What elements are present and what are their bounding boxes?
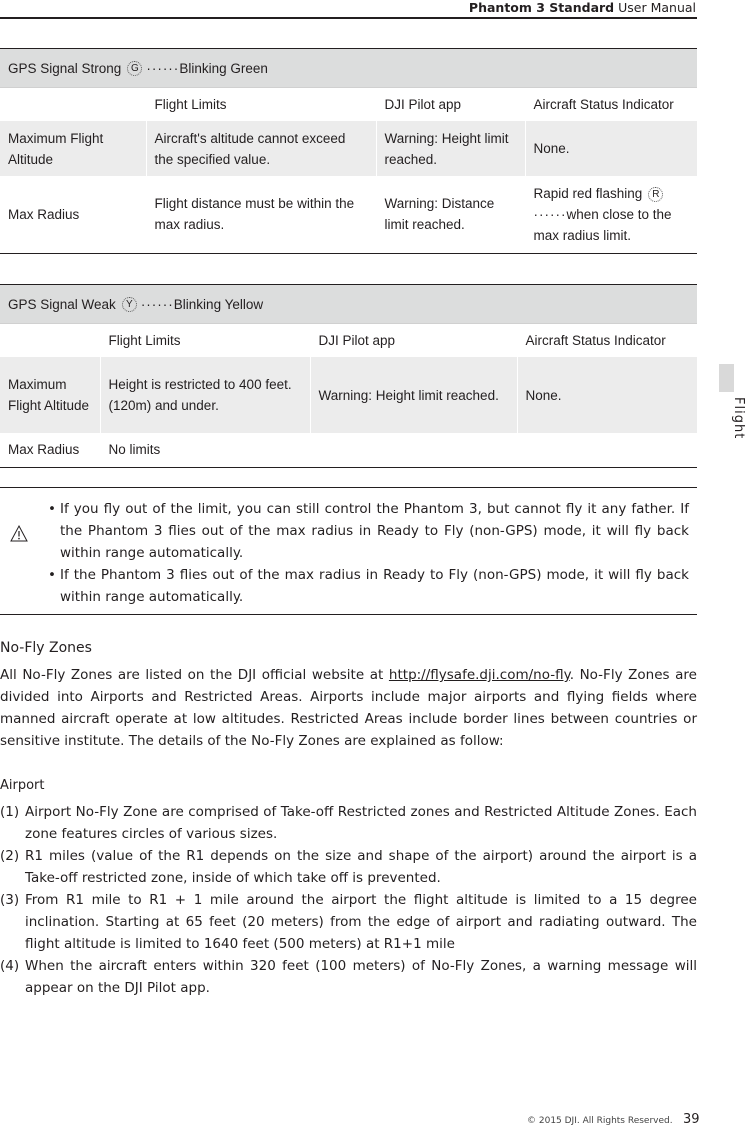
row-flight-limits: Aircraft's altitude cannot exceed the specified value. xyxy=(146,121,376,176)
copyright: © 2015 DJI. All Rights Reserved. xyxy=(527,1116,673,1126)
row-dji-pilot-app: Warning: Height limit reached. xyxy=(376,121,525,176)
item-text: R1 miles (value of the R1 depends on the size and shape of the airport) around the airport is a Take-off restricted zone, inside of which take off is prevented. xyxy=(25,848,697,886)
table-row xyxy=(0,357,697,433)
item-text: From R1 mile to R1 + 1 mile around the airport the flight altitude is limited to a 15 degree inclination. Starting at 65 feet (20 meters) from the edge of airport and radiating outward. The flight altitude is limited to 1640 feet (500 meters) at R1+1 mile xyxy=(25,892,697,952)
subsection-title: Airport xyxy=(0,778,45,793)
row-dji-pilot-app: Warning: Distance limit reached. xyxy=(376,176,525,253)
indicator-text: Rapid red flashing xyxy=(533,185,643,201)
row-status-indicator: None. xyxy=(517,357,697,433)
header-rule xyxy=(0,17,697,19)
item-text: When the aircraft enters within 320 feet (100 meters) of No-Fly Zones, a warning message will appear on the DJI Pilot app. xyxy=(25,958,697,996)
col-header-empty xyxy=(0,324,100,358)
gps-weak-title-text: GPS Signal Weak xyxy=(8,296,116,312)
paragraph-text: All No-Fly Zones are listed on the DJI official website at xyxy=(0,667,389,683)
gps-strong-table xyxy=(0,48,697,254)
gps-weak-title-suffix: Blinking Yellow xyxy=(173,296,264,312)
col-header-empty xyxy=(0,88,146,122)
header-brand: Phantom 3 Standard xyxy=(468,0,615,15)
row-label: Max Radius xyxy=(0,176,146,253)
row-status-indicator: None. xyxy=(525,121,697,176)
list-item xyxy=(0,889,697,955)
page-number: 39 xyxy=(683,1112,700,1127)
gps-strong-title-suffix: Blinking Green xyxy=(179,60,268,76)
table-row xyxy=(0,433,697,467)
gps-weak-column-headers xyxy=(0,324,697,358)
gps-strong-title-text: GPS Signal Strong xyxy=(8,60,122,76)
yellow-led-icon: Y xyxy=(122,297,137,312)
dotted-leader: ······ xyxy=(146,60,180,76)
row-status-indicator xyxy=(525,176,697,253)
chapter-tab-label: Flight xyxy=(731,397,746,440)
warning-triangle-icon xyxy=(10,525,28,542)
col-header-dji-pilot-app: DJI Pilot app xyxy=(310,324,517,358)
table-row xyxy=(0,176,697,253)
header-subtitle: User Manual xyxy=(618,0,696,15)
dotted-leader: ······ xyxy=(140,296,174,312)
gps-strong-column-headers xyxy=(0,88,697,122)
row-status-indicator xyxy=(517,433,697,467)
row-dji-pilot-app xyxy=(310,433,517,467)
warning-notice xyxy=(0,487,697,615)
warning-list xyxy=(46,498,689,608)
row-label: Maximum Flight Altitude xyxy=(0,357,100,433)
green-led-icon: G xyxy=(127,61,142,76)
gps-weak-title xyxy=(0,285,697,324)
list-item xyxy=(0,955,697,999)
dotted-leader: ······ xyxy=(533,206,567,222)
row-dji-pilot-app: Warning: Height limit reached. xyxy=(310,357,517,433)
col-header-status-indicator: Aircraft Status Indicator xyxy=(517,324,697,358)
warning-item: • If you fly out of the limit, you can still control the Phantom 3, but cannot fly it any father. If the Phantom 3 flies out of the max radius in Ready to Fly (non-GPS) mode, it will fly back within range automatically. xyxy=(46,498,689,564)
gps-weak-table xyxy=(0,284,697,468)
flysafe-link[interactable]: http://flysafe.dji.com/no-fly xyxy=(388,667,570,683)
indicator-suffix-text: when close to the max radius limit. xyxy=(533,206,672,243)
running-header xyxy=(469,0,696,15)
chapter-tab-marker xyxy=(719,364,734,392)
list-item xyxy=(0,845,697,889)
item-number: (1) xyxy=(0,804,20,820)
warning-item: • If the Phantom 3 flies out of the max radius in Ready to Fly (non-GPS) mode, it will fly back within range automatically. xyxy=(46,564,689,608)
row-flight-limits: Height is restricted to 400 feet. (120m) and under. xyxy=(100,357,310,433)
nofly-paragraph xyxy=(0,664,697,752)
row-flight-limits: Flight distance must be within the max radius. xyxy=(146,176,376,253)
item-number: (3) xyxy=(0,892,20,908)
red-led-icon: R xyxy=(648,187,663,202)
gps-strong-title-row xyxy=(0,49,697,88)
gps-weak-title-row xyxy=(0,285,697,324)
item-number: (2) xyxy=(0,848,20,864)
col-header-status-indicator: Aircraft Status Indicator xyxy=(525,88,697,122)
col-header-flight-limits: Flight Limits xyxy=(146,88,376,122)
list-item xyxy=(0,801,697,845)
row-flight-limits: No limits xyxy=(100,433,310,467)
row-label: Max Radius xyxy=(0,433,100,467)
paragraph-text: . No-Fly Zones are divided into Airports and Restricted Areas. Airports include major airports and flying fields where manned aircraft operate at low altitudes. Restricted Areas include border lines between countries or sensitive institute. The details of the No-Fly Zones are explained as follow: xyxy=(0,667,697,749)
col-header-flight-limits: Flight Limits xyxy=(100,324,310,358)
gps-strong-title xyxy=(0,49,697,88)
col-header-dji-pilot-app: DJI Pilot app xyxy=(376,88,525,122)
airport-rules-list xyxy=(0,801,697,999)
table-row xyxy=(0,121,697,176)
row-label: Maximum Flight Altitude xyxy=(0,121,146,176)
section-title: No-Fly Zones xyxy=(0,640,92,656)
item-number: (4) xyxy=(0,958,20,974)
item-text: Airport No-Fly Zone are comprised of Take-off Restricted zones and Restricted Altitude Zones. Each zone features circles of various sizes. xyxy=(25,804,697,842)
